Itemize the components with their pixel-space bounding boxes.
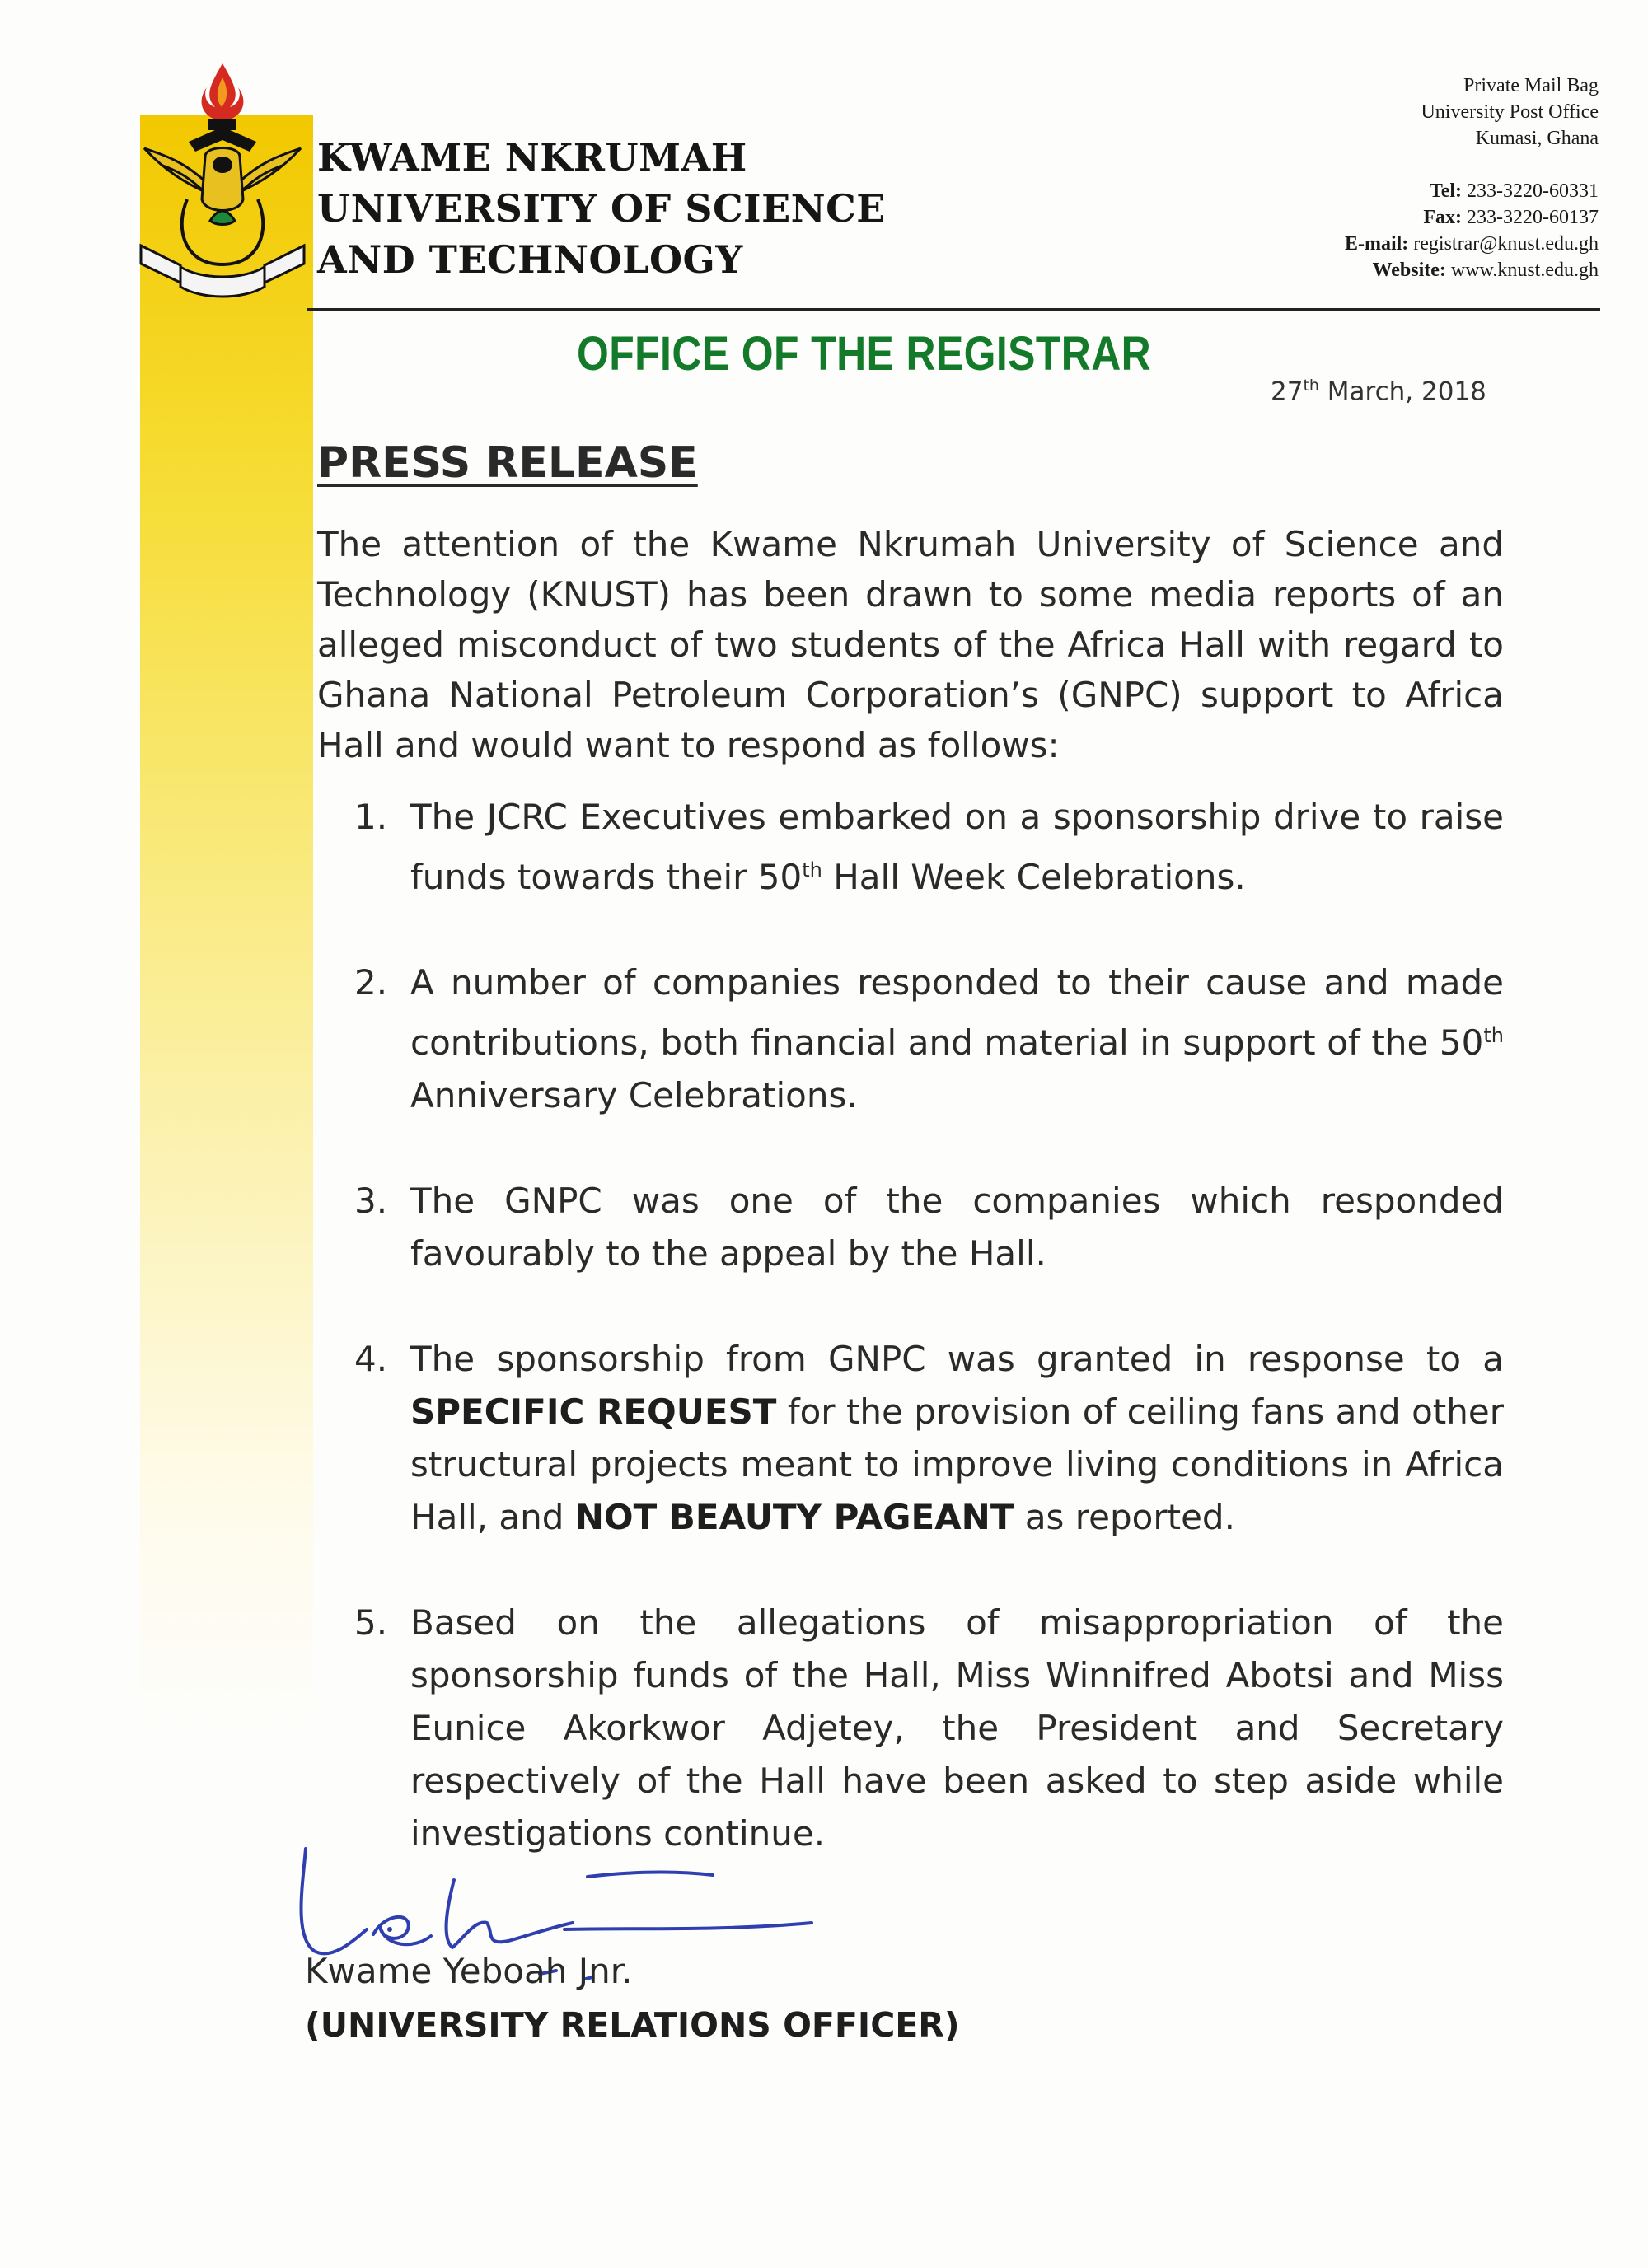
emphasis-specific-request: SPECIFIC REQUEST [410,1391,777,1432]
yellow-side-stripe [140,115,313,1722]
contact-value: www.knust.edu.gh [1450,260,1599,281]
item-text: Based on the allegations of misappropriation of the sponsorship funds of the Hall, Miss Winnifred Abotsi and Miss Eunice Akorkwor Adjetey, the President and Secretary respectively of the Hall have been asked to step aside while investigations continue. [410,1602,1504,1854]
contact-block [1345,72,1599,283]
address-line: Kumasi, Ghana [1475,128,1599,149]
item-text: The sponsorship from GNPC was granted in response to a [410,1339,1504,1379]
university-crest-logo [136,59,309,306]
item-number: 1. [354,797,388,837]
signatory-role: (UNIVERSITY RELATIONS OFFICER) [305,2005,960,2045]
item-text: A number of companies responded to their cause and made contributions, both financial and material in support of the 50 [410,962,1504,1063]
response-list [354,791,1504,1913]
university-name-line: KWAME NKRUMAH [317,135,747,180]
release-date [1271,376,1486,406]
email-line [1345,231,1599,257]
intro-paragraph: The attention of the Kwame Nkrumah University of Science and Technology (KNUST) has been drawn to some media reports of an alleged misconduct of two students of the Africa Hall with regard to Ghana National Petroleum Corporation’s (GNPC) support to Africa Hall and would want to respond as follows: [317,524,1504,765]
address-line: Private Mail Bag [1463,75,1599,96]
telephone-line [1345,178,1599,204]
contact-value: registrar@knust.edu.gh [1413,233,1599,255]
contact-label: E-mail: [1344,233,1409,255]
item-text: as reported. [1014,1497,1235,1537]
item-number: 2. [354,962,388,1003]
date-suffix: th [1303,376,1319,395]
list-item [354,1333,1504,1544]
address-line: University Post Office [1421,101,1599,123]
website-line [1345,257,1599,283]
item-text: The JCRC Executives embarked on a sponsorship drive to raise funds towards their 50 [410,797,1504,897]
date-day: 27 [1271,376,1304,407]
ordinal-suffix: th [1483,1024,1504,1047]
item-text: Anniversary Celebrations. [410,1075,858,1115]
postal-address [1345,72,1599,152]
contact-label: Website: [1372,260,1446,281]
office-title: OFFICE OF THE REGISTRAR [577,327,1152,381]
university-name-line: UNIVERSITY OF SCIENCE [317,186,886,231]
list-item [354,1175,1504,1280]
ordinal-suffix: th [802,858,822,881]
item-number: 3. [354,1181,388,1221]
list-item [354,791,1504,904]
list-item [354,956,1504,1122]
contact-value: 233-3220-60137 [1467,207,1599,228]
item-text: Hall Week Celebrations. [822,857,1246,897]
date-rest: March, 2018 [1318,376,1486,407]
contact-label: Tel: [1429,180,1463,202]
item-text: The GNPC was one of the companies which responded favourably to the appeal by the Hall. [410,1181,1504,1274]
fax-line [1345,204,1599,231]
press-release-heading: PRESS RELEASE [317,438,698,488]
list-item [354,1597,1504,1860]
item-text: for the provision of ceiling fans and other structural projects meant to improve living conditions in Africa Hall, and [410,1391,1504,1537]
signatory-name: Kwame Yeboah Jnr. [305,1951,633,1991]
university-name [317,132,886,285]
item-number: 5. [354,1602,388,1643]
emphasis-not-beauty-pageant: NOT BEAUTY PAGEANT [574,1497,1014,1537]
contact-label: Fax: [1423,207,1463,228]
university-name-line: AND TECHNOLOGY [317,237,743,282]
contact-value: 233-3220-60331 [1467,180,1599,202]
item-number: 4. [354,1339,388,1379]
letterhead-divider [307,308,1600,311]
